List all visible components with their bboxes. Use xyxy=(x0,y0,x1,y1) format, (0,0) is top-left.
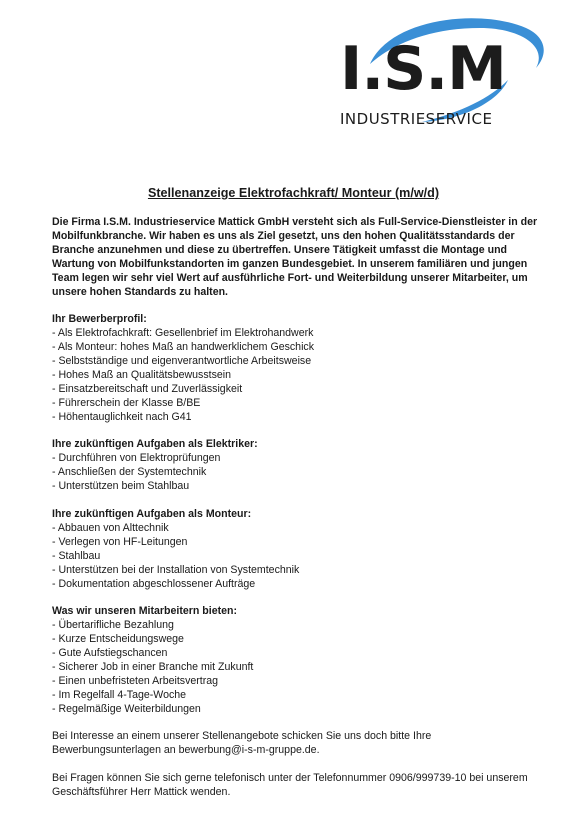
logo-wordmark: I.S.M xyxy=(340,34,506,104)
list-item: - Führerschein der Klasse B/BE xyxy=(52,396,201,409)
company-logo xyxy=(330,6,556,136)
list-item: - Im Regelfall 4-Tage-Woche xyxy=(52,688,187,701)
profile-list xyxy=(52,327,542,424)
list-item: - Höhentauglichkeit nach G41 xyxy=(52,410,192,423)
list-item: - Abbauen von Alttechnik xyxy=(52,521,169,534)
list-item: - Durchführen von Elektroprüfungen xyxy=(52,452,221,465)
list-item: - Als Monteur: hohes Maß an handwerklichem Geschick xyxy=(52,341,315,354)
section-profile xyxy=(52,313,542,424)
section-tasks-fitter xyxy=(52,508,542,591)
list-item: - Sicherer Job in einer Branche mit Zukunft xyxy=(52,660,254,673)
list-item: - Dokumentation abgeschlossener Aufträge xyxy=(52,577,256,590)
electrician-task-list xyxy=(52,452,542,494)
list-item: - Anschließen der Systemtechnik xyxy=(52,466,207,479)
list-item: - Hohes Maß an Qualitätsbewusstsein xyxy=(52,368,231,381)
list-item: - Gute Aufstiegschancen xyxy=(52,647,168,660)
list-item: - Als Elektrofachkraft: Gesellenbrief im Elektrohandwerk xyxy=(52,327,314,340)
list-item: - Unterstützen bei der Installation von Systemtechnik xyxy=(52,563,300,576)
list-item: - Regelmäßige Weiterbildungen xyxy=(52,702,201,715)
list-item: - Einen unbefristeten Arbeitsvertrag xyxy=(52,674,219,687)
intro-paragraph: Die Firma I.S.M. Industrieservice Mattick GmbH versteht sich als Full-Service-Dienstleister in der Mobilfunkbranche. Wir haben es uns als Ziel gesetzt, uns den hohen Qualitätsstandards der Branche anzunehmen und diese zu übertreffen. Unsere Tätigkeit umfasst die Montage und Wartung von Mobilfunkstandorten im ganzen Bundesgebiet. In unserem familiären und jungen Team legen wir sehr viel Wert auf ausführliche Fort- und Weiterbildung unserer Mitarbeiter, um unsere hohen Standards zu halten. xyxy=(52,216,538,298)
section-heading: Ihr Bewerberprofil: xyxy=(52,313,147,326)
logo-subtitle: INDUSTRIESERVICE xyxy=(340,110,493,128)
page-title: Stellenanzeige Elektrofachkraft/ Monteur (m/w/d) xyxy=(147,186,440,200)
fitter-task-list xyxy=(52,522,542,592)
application-paragraph: Bei Interesse an einem unserer Stellenangebote schicken Sie uns doch bitte Ihre Bewerbungsunterlagen an bewerbung@i-s-m-gruppe.de. xyxy=(52,730,432,757)
list-item: - Einsatzbereitschaft und Zuverlässigkeit xyxy=(52,382,243,395)
section-tasks-electrician xyxy=(52,438,542,494)
section-heading: Ihre zukünftigen Aufgaben als Monteur: xyxy=(52,507,252,520)
list-item: - Selbstständige und eigenverantwortliche Arbeitsweise xyxy=(52,355,312,368)
contact-paragraph: Bei Fragen können Sie sich gerne telefonisch unter der Telefonnummer 0906/999739-10 bei unserem Geschäftsführer Herr Mattick wenden. xyxy=(52,772,528,799)
list-item: - Verlegen von HF-Leitungen xyxy=(52,535,188,548)
list-item: - Unterstützen beim Stahlbau xyxy=(52,480,190,493)
list-item: - Stahlbau xyxy=(52,549,101,562)
list-item: - Übertarifliche Bezahlung xyxy=(52,619,174,632)
list-item: - Kurze Entscheidungswege xyxy=(52,633,184,646)
section-heading: Ihre zukünftigen Aufgaben als Elektriker: xyxy=(52,438,258,451)
section-heading: Was wir unseren Mitarbeitern bieten: xyxy=(52,605,238,618)
section-benefits xyxy=(52,605,542,716)
document-body xyxy=(52,216,542,814)
benefits-list xyxy=(52,619,542,716)
